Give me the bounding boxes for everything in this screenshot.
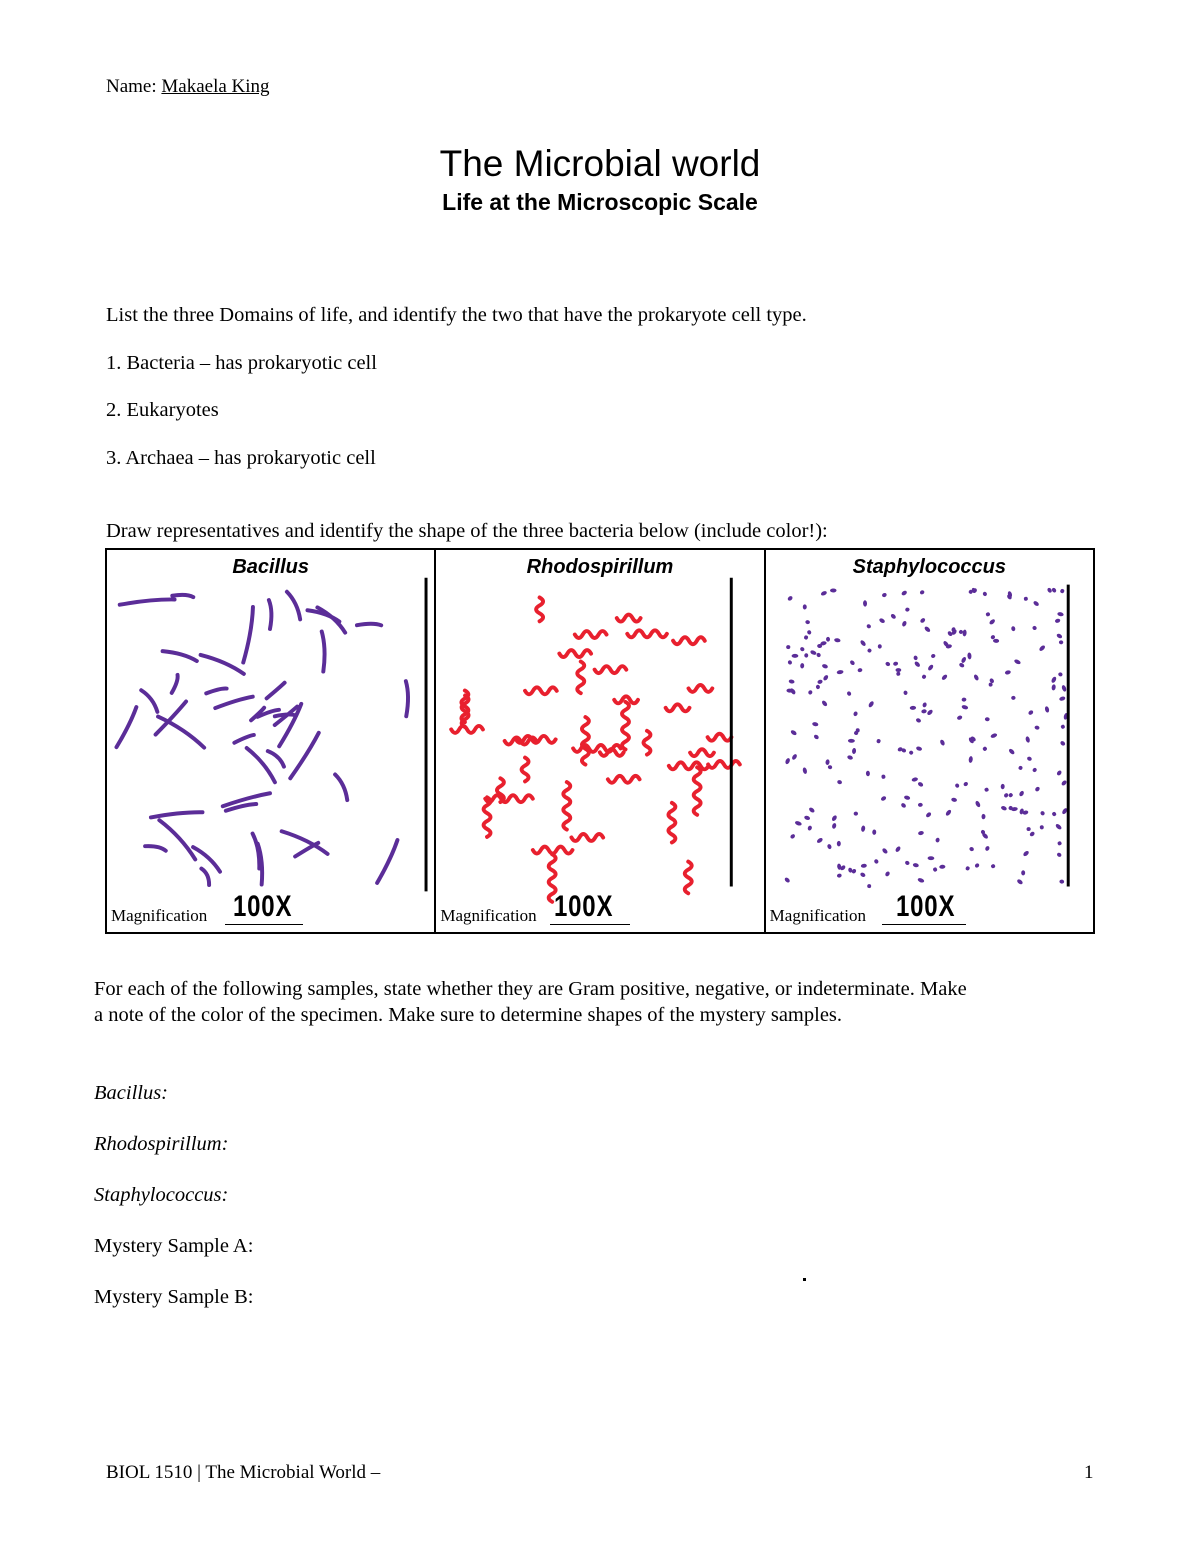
magnification-label: Magnification <box>111 906 208 925</box>
coccus-mark <box>846 755 853 761</box>
coccus-mark <box>1050 676 1057 684</box>
coccus-mark <box>831 823 836 830</box>
cell-bacillus <box>107 550 434 932</box>
coccus-mark <box>962 781 968 787</box>
coccus-mark <box>912 863 919 868</box>
coccus-mark <box>904 607 909 612</box>
spiral-mark <box>690 749 714 756</box>
coccus-mark <box>993 639 999 643</box>
coccus-mark <box>836 841 840 847</box>
coccus-mark <box>939 865 945 869</box>
magnification-value: 100X <box>233 890 293 923</box>
coccus-mark <box>913 661 920 668</box>
coccus-mark <box>812 722 819 727</box>
spiral-mark <box>452 726 484 733</box>
coccus-mark <box>787 660 793 666</box>
coccus-mark <box>901 620 907 627</box>
coccus-mark <box>790 729 797 736</box>
coccus-mark <box>903 795 910 800</box>
coccus-mark <box>877 644 881 648</box>
coccus-mark <box>860 825 865 832</box>
rod-mark <box>267 683 285 699</box>
spiral-mark <box>708 761 740 768</box>
coccus-mark <box>826 637 830 642</box>
coccus-mark <box>853 812 857 816</box>
coccus-mark <box>1060 780 1067 787</box>
coccus-mark <box>807 825 813 831</box>
coccus-mark <box>939 739 945 746</box>
coccus-mark <box>817 679 823 684</box>
coccus-mark <box>1021 870 1025 875</box>
drawing-grid <box>105 548 1095 934</box>
coccus-mark <box>923 626 931 633</box>
coccus-mark <box>932 867 937 873</box>
coccus-mark <box>967 652 972 659</box>
coccus-mark <box>900 802 906 808</box>
coccus-mark <box>863 600 867 606</box>
coccus-mark <box>1016 878 1023 885</box>
rod-mark <box>234 735 253 743</box>
coccus-mark <box>1057 841 1062 846</box>
coccus-mark <box>974 800 981 808</box>
magnification-underline <box>550 924 630 925</box>
coccus-mark <box>944 809 951 817</box>
sample-bacillus: Bacillus: <box>94 1082 169 1104</box>
rod-mark <box>201 655 244 674</box>
spiral-mark <box>575 631 607 638</box>
coccus-mark <box>1054 823 1062 830</box>
stray-dot <box>803 1278 806 1281</box>
rod-mark <box>377 840 397 883</box>
coccus-mark <box>784 757 790 764</box>
name-label: Name: <box>106 76 157 97</box>
coccus-mark <box>789 833 795 839</box>
coccus-mark <box>815 652 821 658</box>
coccus-mark <box>954 783 960 789</box>
rod-mark <box>215 697 253 708</box>
coccus-mark <box>884 661 890 667</box>
page-title: The Microbial world <box>439 143 761 184</box>
coccus-mark <box>1039 825 1043 830</box>
coccus-mark <box>804 653 808 657</box>
coccus-mark <box>930 653 936 658</box>
coccus-mark <box>867 884 871 888</box>
coccus-mark <box>919 617 926 623</box>
coccus-mark <box>805 620 810 625</box>
coccus-mark <box>821 700 828 707</box>
coccus-mark <box>857 668 863 673</box>
magnification-value: 100X <box>895 890 955 923</box>
coccus-mark <box>1060 724 1065 729</box>
coccus-mark <box>836 670 843 675</box>
coccus-mark <box>915 746 922 752</box>
coccus-mark <box>1051 811 1057 817</box>
coccus-mark <box>1013 659 1021 666</box>
coccus-mark <box>788 679 794 684</box>
coccus-mark <box>909 706 916 710</box>
spiral-mark <box>595 666 627 673</box>
coccus-mark <box>903 690 908 695</box>
coccus-mark <box>816 837 823 844</box>
spiral-mark <box>572 834 604 841</box>
spiral-mark <box>536 598 543 622</box>
coccus-mark <box>974 862 980 868</box>
rod-mark <box>172 595 193 597</box>
coccus-mark <box>866 623 872 629</box>
coccus-mark <box>846 691 852 697</box>
coccus-mark <box>917 781 924 787</box>
coccus-mark <box>968 846 974 852</box>
rod-mark <box>243 607 253 663</box>
coccus-mark <box>895 668 901 672</box>
spiral-mark <box>617 615 641 622</box>
name-line <box>106 76 270 98</box>
coccus-mark <box>1034 725 1040 730</box>
coccus-mark <box>1051 587 1057 593</box>
coccus-mark <box>1008 792 1014 798</box>
coccus-mark <box>791 753 798 760</box>
coccus-mark <box>915 718 921 724</box>
coccus-mark <box>941 674 948 681</box>
coccus-mark <box>1044 706 1049 713</box>
coccus-mark <box>1025 736 1030 743</box>
coccus-mark <box>1003 792 1009 798</box>
question-gram-line1: For each of the following samples, state whether they are Gram positive, negative, or indeterminate. Make <box>94 978 967 1000</box>
spiral-mark <box>669 803 676 843</box>
coccus-mark <box>951 797 957 802</box>
spiral-mark <box>608 776 640 783</box>
coccus-mark <box>1031 767 1037 773</box>
coccus-mark <box>961 697 966 702</box>
coccus-mark <box>831 815 838 822</box>
coccus-mark <box>860 864 866 869</box>
coccus-mark <box>859 639 866 647</box>
coccus-mark <box>958 662 965 668</box>
cell-title-bacillus: Bacillus <box>232 556 310 578</box>
student-name: Makaela King <box>161 76 270 97</box>
question-domains: List the three Domains of life, and identify the two that have the prokaryote cell type. <box>106 304 807 326</box>
coccus-mark <box>927 664 934 672</box>
coccus-mark <box>803 635 808 640</box>
coccus-mark <box>852 711 858 717</box>
coccus-mark <box>904 860 910 866</box>
rod-mark <box>158 717 204 748</box>
coccus-mark <box>973 674 980 681</box>
coccus-mark <box>881 847 888 854</box>
coccus-mark <box>1034 786 1040 792</box>
rod-mark <box>151 812 203 817</box>
rod-mark <box>268 751 284 767</box>
rod-mark <box>269 600 272 629</box>
coccus-mark <box>917 877 925 883</box>
spiral-mark <box>628 630 668 637</box>
coccus-mark <box>1029 831 1035 837</box>
coccus-mark <box>1059 588 1064 593</box>
coccus-mark <box>911 777 918 782</box>
footer-page-number: 1 <box>1084 1462 1094 1483</box>
coccus-mark <box>1046 587 1052 593</box>
sample-mystery-b: Mystery Sample B: <box>94 1286 254 1308</box>
coccus-mark <box>865 771 869 777</box>
coccus-mark <box>1057 672 1063 678</box>
coccus-mark <box>820 590 827 596</box>
rod-mark <box>307 610 339 621</box>
coccus-mark <box>918 803 923 807</box>
rod-mark <box>201 869 209 885</box>
coccus-mark <box>851 748 856 754</box>
coccus-mark <box>1058 696 1065 702</box>
coccus-mark <box>990 733 998 739</box>
coccus-mark <box>848 739 855 743</box>
coccus-mark <box>1057 612 1064 617</box>
sample-mystery-a: Mystery Sample A: <box>94 1235 254 1257</box>
coccus-mark <box>881 592 887 598</box>
spiral-mark <box>694 767 701 815</box>
spiral-mark <box>708 734 732 741</box>
cell-rhodospirillum <box>434 550 763 932</box>
coccus-mark <box>981 814 985 819</box>
coccus-mark <box>1039 810 1045 816</box>
rod-mark <box>357 624 381 626</box>
answer-1: 1. Bacteria – has prokaryotic cell <box>106 352 377 374</box>
coccus-mark <box>873 858 879 864</box>
spiral-mark <box>564 782 571 830</box>
spiral-mark <box>522 758 529 782</box>
spiral-mark <box>673 637 705 644</box>
coccus-mark <box>1026 827 1030 831</box>
coccus-mark <box>1031 625 1037 631</box>
coccus-mark <box>982 591 988 597</box>
coccus-mark <box>1011 696 1016 700</box>
coccus-mark <box>813 734 819 740</box>
coccus-mark <box>961 704 968 710</box>
coccus-mark <box>984 717 989 721</box>
spiral-mark <box>685 862 692 894</box>
page-subtitle: Life at the Microscopic Scale <box>442 189 758 215</box>
coccus-mark <box>1018 765 1023 770</box>
rod-mark <box>163 651 197 661</box>
magnification-value: 100X <box>554 890 614 923</box>
coccus-mark <box>894 846 901 853</box>
coccus-mark <box>827 765 832 770</box>
rod-mark <box>145 846 166 851</box>
coccus-mark <box>866 648 871 653</box>
coccus-mark <box>799 646 805 652</box>
coccus-mark <box>1056 852 1062 858</box>
coccus-mark <box>815 684 820 689</box>
coccus-mark <box>880 795 887 801</box>
coccus-mark <box>990 863 996 869</box>
coccus-mark <box>1000 805 1007 811</box>
coccus-mark <box>830 588 837 592</box>
coccus-mark <box>803 815 810 821</box>
coccus-mark <box>807 690 813 696</box>
coccus-mark <box>849 659 855 665</box>
coccus-mark <box>1022 850 1029 857</box>
coccus-mark <box>794 820 802 826</box>
coccus-mark <box>917 831 923 836</box>
question-gram-line2: a note of the color of the specimen. Make sure to determine shapes of the mystery samples. <box>94 1004 843 1026</box>
rod-mark <box>335 774 347 800</box>
coccus-mark <box>988 683 992 687</box>
coccus-mark <box>1023 596 1028 601</box>
coccus-mark <box>786 645 791 649</box>
spiral-mark <box>582 717 589 765</box>
coccus-mark <box>826 843 832 849</box>
staphylococcus-drawing[interactable] <box>766 550 1093 932</box>
cell-staphylococcus <box>764 550 1093 932</box>
magnification-underline <box>882 924 966 925</box>
coccus-mark <box>859 872 866 878</box>
coccus-mark <box>988 618 995 625</box>
coccus-mark <box>800 663 804 669</box>
magnification-underline <box>225 924 303 925</box>
coccus-mark <box>968 756 973 763</box>
coccus-mark <box>876 739 881 744</box>
coccus-mark <box>900 590 907 596</box>
coccus-mark <box>1058 640 1062 644</box>
coccus-mark <box>965 866 970 871</box>
sample-staphylococcus: Staphylococcus: <box>94 1184 229 1206</box>
magnification-label: Magnification <box>440 906 537 925</box>
coccus-mark <box>925 811 932 818</box>
coccus-mark <box>1004 670 1011 675</box>
coccus-mark <box>982 746 988 752</box>
coccus-mark <box>1008 748 1015 755</box>
cell-title-staphylococcus: Staphylococcus <box>852 556 1007 578</box>
answer-2: 2. Eukaryotes <box>106 399 219 421</box>
sample-rhodospirillum: Rhodospirillum: <box>94 1133 229 1155</box>
coccus-mark <box>1059 740 1065 746</box>
coccus-mark <box>878 617 885 623</box>
cell-title-rhodospirillum: Rhodospirillum <box>526 556 674 578</box>
coccus-mark <box>834 638 841 643</box>
coccus-mark <box>1018 790 1024 797</box>
spiral-mark <box>689 685 713 692</box>
coccus-mark <box>926 709 933 716</box>
rod-mark <box>206 688 226 693</box>
coccus-mark <box>921 674 927 680</box>
coccus-mark <box>956 715 963 721</box>
rhodospirillum-drawing[interactable] <box>436 550 763 932</box>
answer-3: 3. Archaea – has prokaryotic cell <box>106 447 376 469</box>
coccus-mark <box>867 700 874 708</box>
coccus-mark <box>787 595 793 601</box>
coccus-mark <box>892 661 898 666</box>
spiral-mark <box>669 762 709 769</box>
coccus-mark <box>808 807 815 814</box>
coccus-mark <box>836 873 842 878</box>
coccus-mark <box>884 871 890 877</box>
rod-mark <box>287 592 300 620</box>
rod-mark <box>116 707 136 747</box>
rod-mark <box>290 733 319 779</box>
coccus-mark <box>960 656 966 663</box>
coccus-mark <box>791 654 798 658</box>
coccus-mark <box>896 672 901 677</box>
coccus-mark <box>984 845 990 851</box>
coccus-mark <box>1054 618 1060 623</box>
bacillus-drawing[interactable] <box>107 550 434 932</box>
coccus-mark <box>802 767 807 774</box>
coccus-mark <box>1051 684 1056 691</box>
coccus-mark <box>935 837 940 843</box>
spiral-mark <box>578 662 585 694</box>
coccus-mark <box>922 702 927 708</box>
spiral-mark <box>560 650 592 657</box>
coccus-mark <box>1056 770 1062 777</box>
spiral-mark <box>525 687 557 694</box>
coccus-mark <box>919 589 925 595</box>
coccus-mark <box>1056 633 1063 639</box>
spiral-mark <box>484 797 491 837</box>
coccus-mark <box>881 774 886 779</box>
rod-mark <box>120 599 175 604</box>
coccus-mark <box>962 630 967 637</box>
coccus-mark <box>809 650 816 656</box>
spiral-mark <box>666 704 690 711</box>
coccus-mark <box>821 663 828 669</box>
rod-mark <box>141 690 157 712</box>
coccus-mark <box>1032 600 1039 607</box>
rod-mark <box>159 820 195 859</box>
rod-mark <box>322 632 325 672</box>
coccus-mark <box>1059 879 1064 884</box>
coccus-mark <box>806 629 812 635</box>
coccus-mark <box>984 787 989 792</box>
question-draw: Draw representatives and identify the shape of the three bacteria below (include color!): <box>106 520 828 542</box>
coccus-mark <box>822 674 829 681</box>
coccus-mark <box>1061 685 1067 693</box>
coccus-mark <box>836 780 842 785</box>
magnification-label: Magnification <box>769 906 866 925</box>
coccus-mark <box>1000 784 1004 789</box>
coccus-mark <box>985 612 990 617</box>
coccus-mark <box>802 604 806 609</box>
coccus-mark <box>1010 626 1015 632</box>
footer-course: BIOL 1510 | The Microbial World – <box>106 1462 381 1483</box>
coccus-mark <box>872 829 876 834</box>
spiral-mark <box>644 731 651 755</box>
coccus-mark <box>783 877 790 884</box>
coccus-mark <box>913 655 918 660</box>
coccus-mark <box>1038 644 1046 651</box>
coccus-mark <box>1026 756 1032 762</box>
coccus-mark <box>927 856 934 860</box>
coccus-mark <box>890 613 897 620</box>
coccus-mark <box>908 750 914 756</box>
coccus-mark <box>825 759 830 765</box>
coccus-mark <box>921 709 927 714</box>
coccus-mark <box>1027 709 1033 715</box>
spiral-mark <box>622 702 629 750</box>
rod-mark <box>406 681 408 716</box>
rod-mark <box>172 675 178 693</box>
rod-mark <box>275 714 296 716</box>
